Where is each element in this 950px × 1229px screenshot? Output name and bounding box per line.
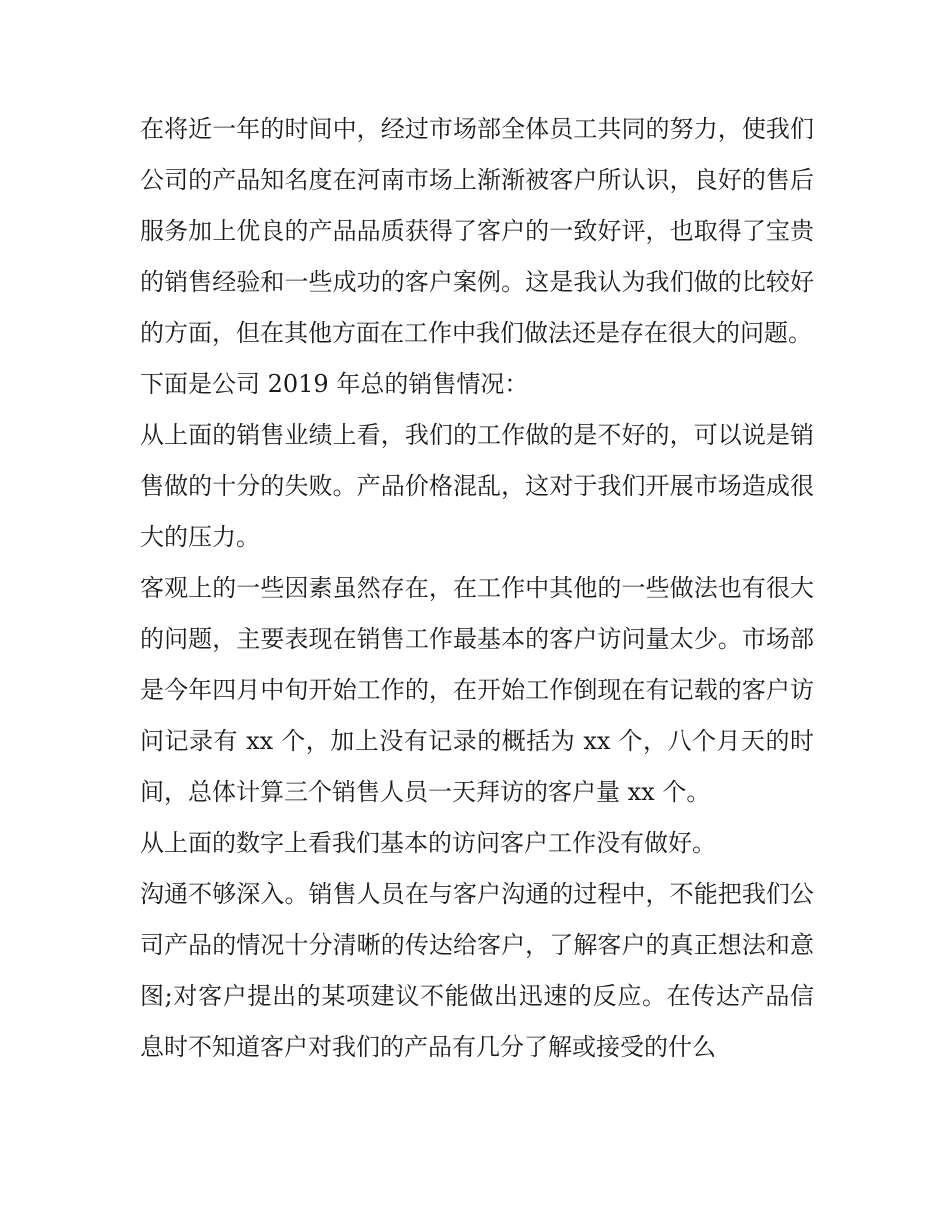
paragraph-customer-visits: 客观上的一些因素虽然存在，在工作中其他的一些做法也有很大的问题，主要表现在销售工作最基本的客户访问量太少。市场部是今年四月中旬开始工作的，在开始工作倒现在有记载的客户访问记录有 xx 个，加上没有记录的概括为 xx 个，八个月天的时间，总体计算三个销售人员一天拜访的客户量 xx 个。 [140,574,814,806]
paragraph-intro: 在将近一年的时间中，经过市场部全体员工共同的努力，使我们公司的产品知名度在河南市场上渐渐被客户所认识，良好的售后服务加上优良的产品品质获得了客户的一致好评，也取得了宝贵的销售经验和一些成功的客户案例。这是我认为我们做的比较好的方面，但在其他方面在工作中我们做法还是存在很大的问题。 [140,115,814,347]
paragraph-visit-conclusion: 从上面的数字上看我们基本的访问客户工作没有做好。 [140,829,716,857]
paragraph-sales-performance: 从上面的销售业绩上看，我们的工作做的是不好的，可以说是销售做的十分的失败。产品价格混乱，这对于我们开展市场造成很大的压力。 [140,421,814,551]
paragraph-sales-overview: 下面是公司 2019 年总的销售情况： [140,370,529,398]
paragraph-communication: 沟通不够深入。销售人员在与客户沟通的过程中，不能把我们公司产品的情况十分清晰的传达给客户，了解客户的真正想法和意图;对客户提出的某项建议不能做出迅速的反应。在传达产品信息时不知道客户对我们的产品有几分了解或接受的什么 [140,880,814,1061]
document-body [140,104,814,1073]
